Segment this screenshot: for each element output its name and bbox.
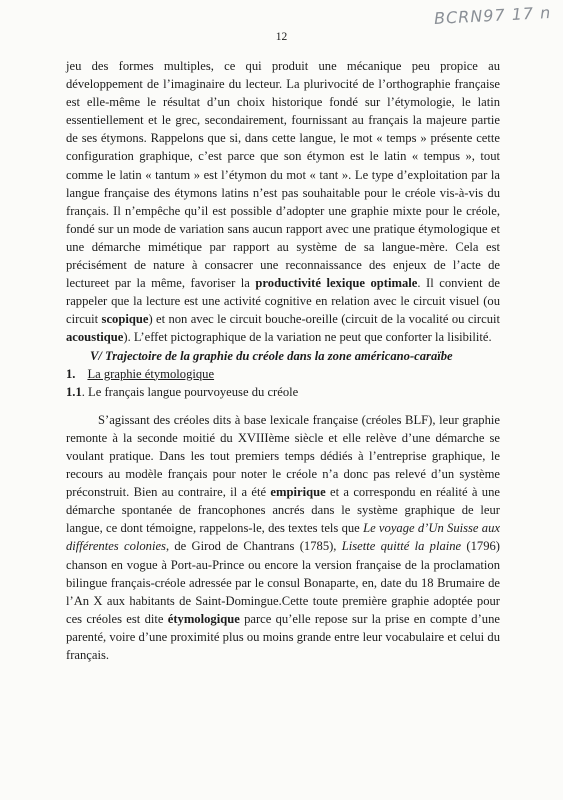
text-run: parce qu’elle repose sur la prise en compte d’une parenté, voire d’une proximité plus ou moins grande entre leur vocabulaire et celui du français. [66,611,500,662]
subsection-number: 1. [66,366,76,381]
subsubsection-heading [66,383,500,401]
page-content [66,57,500,664]
bold-term: acoustique [66,330,124,345]
text-run: , de Girod de Chantrans (1785), [165,539,342,554]
section-heading: V/ Trajectoire de la graphie du créole dans la zone américano-caraïbe [90,348,453,363]
subsubsection-title: . Le français langue pourvoyeuse du créole [81,384,299,399]
bold-term: empirique [270,485,326,500]
text-run: . Il convient de rappeler que la lecture est une activité cognitive en relation avec le circuit visuel (ou circuit [66,276,500,327]
text-run: S’agissant des créoles dits à base lexicale française (créoles BLF), leur graphie remonte à la seconde moitié du XVIIIème siècle et elle relève d’une démarche se voulant pratique. Dans les tout premiers temps dédiés à l’entreprise graphique, le recours au modèle français pour noter le créole n’a donc pas relevé d’un système préconstruit. Bien au contraire, il a été [66,412,500,500]
text-run: ). L’effet pictographique de la variation ne peut que conforter la lisibilité. [123,330,492,345]
subsection-title: La graphie étymologique [87,366,215,381]
text-run: ) et non avec le circuit bouche-oreille (circuit de la vocalité ou circuit [148,312,500,327]
paragraph-1 [66,57,500,347]
handwritten-annotation: BCRN97 17 n [433,2,552,29]
text-run: (1796) chanson en vogue à Port-au-Prince ou encore la version française de la proclamation bilingue français-créole adressée par le consul Bonaparte, en, date du 18 Brumaire de l’An X aux habitants de Saint-Domingue.Cette toute première graphie adoptée pour ces créoles est dite [66,539,500,626]
text-run: jeu des formes multiples, ce qui produit une mécanique peu propice au développement de l’imaginaire du lecteur. La plurivocité de l’orthographie française est elle-même le résultat d’un choix historique fondé sur l’étymologie, le latin essentiellement et le grec, secondairement, fournissant au français la majeure partie de ses étymons. Rappelons que si, dans cette langue, le mot « temps » présente cette configuration graphique, c’est parce que son étymon est le latin « tempus », tout comme le latin « tantum » est l’étymon du mot « tant ». Le type d’exploitation par la langue française des étymons latins n’est pas souhaitable pour le créole vis-à-vis du français. Il n’empêche qu’il est possible d’adopter une graphie mixte pour le créole, fondé sur un mode de variation sans aucun rapport avec une pratique étymologique et une démarche mimétique par rapport au système de sa langue-mère. Cela est précisément de nature à consacrer une reconnaissance des enjeux de l’acte de lectureet par la même, favoriser la [66,59,500,291]
paragraph-2 [66,411,500,664]
italic-title: Le voyage d’Un Suisse aux différentes colonies [66,521,500,554]
bold-term: étymologique [167,611,240,626]
italic-title: Lisette quitté la plaine [341,539,462,554]
bold-term: productivité lexique optimale [255,276,418,291]
bold-term: scopique [101,312,149,327]
subsection-heading [66,365,500,383]
text-run: et a correspondu en réalité à une démarche spontanée de francophones ancrés dans le système graphique de leur langue, ce dont témoigne, rappelons-le, des textes tels que [66,485,500,536]
page-number: 12 [275,31,288,43]
subsubsection-number: 1.1 [66,384,82,399]
